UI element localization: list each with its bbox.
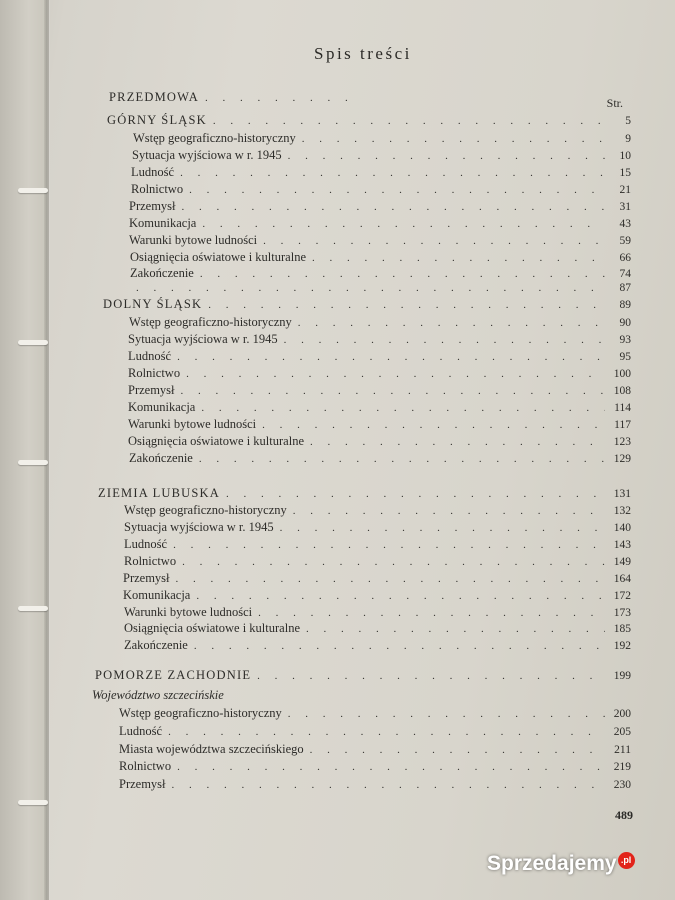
toc-entry-page: 230: [613, 779, 631, 791]
toc-entry-page: 93: [619, 334, 631, 346]
toc-entry: [109, 90, 631, 105]
toc-entry: [124, 605, 631, 620]
toc-entry-title: Zakończenie: [124, 638, 188, 652]
watermark-text: Sprzedajemy: [487, 852, 617, 875]
toc-entry-page: 219: [613, 761, 631, 773]
toc-entry-title: GÓRNY ŚLĄSK: [107, 113, 207, 127]
toc-entry: [119, 706, 631, 721]
toc-entry: [124, 621, 631, 636]
toc-entry: [132, 148, 631, 163]
toc-dot-leader: [168, 726, 605, 738]
toc-dot-leader: [280, 522, 605, 534]
toc-entry-title: Komunikacja: [128, 400, 196, 414]
toc-entry-title: Przemysł: [129, 199, 176, 213]
toc-dot-leader: [258, 607, 605, 619]
toc-entry: [123, 588, 631, 603]
toc-entry-title: Zakończenie: [129, 451, 193, 465]
toc-dot-leader: [182, 201, 605, 213]
toc-entry-title: Wstęp geograficzno-historyczny: [119, 706, 282, 720]
toc-entry: [133, 131, 631, 146]
toc-dot-leader: [310, 436, 605, 448]
toc-entry-page: 66: [619, 252, 631, 264]
toc-entry: [130, 282, 631, 294]
watermark: [487, 852, 635, 876]
toc-entry-title: Ludność: [119, 724, 163, 738]
toc-entry: [124, 520, 631, 535]
toc-entry-title: Ludność: [128, 349, 172, 363]
toc-entry-title: Przemysł: [128, 383, 175, 397]
toc-dot-leader: [213, 115, 605, 127]
toc-entry-page: 131: [613, 488, 631, 500]
toc-dot-leader: [180, 167, 605, 179]
toc-entry-page: 74: [619, 268, 631, 280]
toc-entry-page: 43: [619, 218, 631, 230]
toc-entry-page: 123: [613, 436, 631, 448]
toc-entry: [119, 777, 631, 792]
toc-entry-title: Wstęp geograficzno-historyczny: [129, 315, 292, 329]
toc-entry-title: Wstęp geograficzno-historyczny: [133, 131, 296, 145]
toc-dot-leader: [226, 488, 605, 500]
toc-dot-leader: [172, 779, 605, 791]
toc-entry-title: Komunikacja: [123, 588, 191, 602]
toc-entry-title: Warunki bytowe ludności: [124, 605, 253, 619]
toc-entry: [128, 434, 631, 449]
toc-entry-title: Osiągnięcia oświatowe i kulturalne: [124, 621, 300, 635]
toc-entry: [131, 182, 631, 197]
toc-entry-page: 89: [619, 299, 631, 311]
toc-entry: [92, 688, 631, 703]
toc-dot-leader: [173, 539, 605, 551]
page-number: 489: [615, 808, 633, 822]
toc-entry: [130, 250, 631, 265]
toc-entry-title: Wstęp geograficzno-historyczny: [124, 503, 287, 517]
toc-entry-page: 87: [619, 282, 631, 294]
toc-entry-title: PRZEDMOWA: [109, 90, 199, 104]
toc-entry-page: 10: [619, 150, 631, 162]
toc-entry: [98, 486, 631, 501]
toc-dot-leader: [288, 708, 605, 720]
toc-entry: [124, 638, 631, 653]
toc-entry-title: ZIEMIA LUBUSKA: [98, 486, 221, 500]
toc-entry: [128, 366, 631, 381]
toc-entry-page: 95: [619, 351, 631, 363]
toc-dot-leader: [312, 252, 605, 264]
toc-dot-leader: [200, 268, 605, 280]
toc-entry-page: 149: [613, 556, 631, 568]
toc-entry-title: Warunki bytowe ludności: [129, 233, 258, 247]
toc-dot-leader: [293, 505, 605, 517]
toc-entry-title: Sytuacja wyjściowa w r. 1945: [128, 332, 278, 346]
toc-dot-leader: [310, 744, 605, 756]
toc-entry: [107, 113, 631, 128]
toc-dot-leader: [302, 133, 605, 145]
toc-dot-leader: [177, 761, 605, 773]
toc-entry-page: 108: [613, 385, 631, 397]
toc-entry-title: Osiągnięcia oświatowe i kulturalne: [128, 434, 304, 448]
toc-dot-leader: [257, 670, 605, 682]
toc-entry-page: 114: [614, 402, 631, 414]
toc-dot-leader: [262, 419, 605, 431]
toc-entry-title: Komunikacja: [129, 216, 197, 230]
toc-dot-leader: [177, 351, 605, 363]
toc-entry-title: Ludność: [124, 537, 168, 551]
toc-dot-leader: [194, 640, 605, 652]
toc-dot-leader: [263, 235, 605, 247]
binding-stitch: [18, 460, 48, 465]
toc-entry: [129, 315, 631, 330]
binding-spine: [0, 0, 49, 900]
toc-dot-leader: [186, 368, 605, 380]
toc-entry-page: 90: [619, 317, 631, 329]
binding-stitch: [18, 340, 48, 345]
toc-entry-page: 143: [613, 539, 631, 551]
toc-entry-page: 9: [625, 133, 631, 145]
toc-entry: [128, 332, 631, 347]
toc-entry-title: Przemysł: [123, 571, 170, 585]
toc-entry: [95, 668, 631, 683]
toc-entry-page: 164: [613, 573, 631, 585]
toc-entry-page: 117: [614, 419, 631, 431]
toc-entry-title: Sytuacja wyjściowa w r. 1945: [132, 148, 282, 162]
toc-entry: [119, 742, 631, 757]
toc-entry: [128, 400, 631, 415]
toc-entry-title: Sytuacja wyjściowa w r. 1945: [124, 520, 274, 534]
toc-entry-page: 199: [613, 670, 631, 682]
toc-entry: [128, 417, 631, 432]
toc-entry-title: Rolnictwo: [119, 759, 172, 773]
toc-entry-title: POMORZE ZACHODNIE: [95, 668, 252, 682]
toc-entry: [130, 266, 631, 281]
toc-entry-title: Zakończenie: [130, 266, 194, 280]
binding-stitch: [18, 606, 48, 611]
toc-entry-page: 172: [613, 590, 631, 602]
toc-entry-title: Przemysł: [119, 777, 166, 791]
toc-dot-leader: [288, 150, 605, 162]
toc-entry-page: 15: [619, 167, 631, 179]
toc-entry-page: 5: [625, 115, 631, 127]
toc-entry: [119, 759, 631, 774]
toc-entry: [119, 724, 631, 739]
toc-dot-leader: [189, 184, 605, 196]
toc-dot-leader: [199, 453, 605, 465]
toc-entry-page: 192: [613, 640, 631, 652]
toc-entry: [123, 571, 631, 586]
toc-entry: [128, 349, 631, 364]
toc-entry: [129, 233, 631, 248]
toc-entry-title: Rolnictwo: [131, 182, 184, 196]
toc-entry-page: 200: [613, 708, 631, 720]
toc-entry-title: DOLNY ŚLĄSK: [103, 297, 203, 311]
page-column-label: Str.: [606, 96, 623, 110]
toc-entry: [103, 297, 631, 312]
toc-entry-page: 185: [613, 623, 631, 635]
binding-stitch: [18, 188, 48, 193]
toc-entry: [124, 537, 631, 552]
toc-entry-page: 129: [613, 453, 631, 465]
toc-dot-leader: [181, 385, 605, 397]
toc-entry-page: 59: [619, 235, 631, 247]
toc-entry: [129, 451, 631, 466]
toc-entry: [129, 216, 631, 231]
toc-dot-leader: [298, 317, 605, 329]
toc-dot-leader: [182, 556, 605, 568]
toc-dot-leader: [205, 92, 355, 104]
toc-entry: [124, 503, 631, 518]
toc-dot-leader: [202, 218, 605, 230]
toc-entry-title: Rolnictwo: [124, 554, 177, 568]
toc-entry-title: Rolnictwo: [128, 366, 181, 380]
toc-entry-page: 205: [613, 726, 631, 738]
page-fold: [44, 0, 50, 900]
toc-dot-leader: [284, 334, 605, 346]
toc-dot-leader: [208, 299, 605, 311]
binding-stitch: [18, 800, 48, 805]
watermark-badge: .pl: [618, 852, 635, 869]
toc-entry: [129, 199, 631, 214]
toc-entry-title: Osiągnięcia oświatowe i kulturalne: [130, 250, 306, 264]
toc-entry: [128, 383, 631, 398]
toc-entry-page: 21: [619, 184, 631, 196]
toc-dot-leader: [201, 402, 605, 414]
toc-dot-leader: [176, 573, 605, 585]
toc-entry: [124, 554, 631, 569]
page-title: Spis treści: [314, 44, 412, 63]
toc-entry-title: Ludność: [131, 165, 175, 179]
toc-entry-page: 100: [613, 368, 631, 380]
toc-dot-leader: [196, 590, 605, 602]
toc-entry-page: 31: [619, 201, 631, 213]
toc-dot-leader: [306, 623, 605, 635]
toc-entry-title: Województwo szczecińskie: [92, 688, 224, 702]
toc-entry-page: 132: [613, 505, 631, 517]
toc-entry-title: Miasta województwa szczecińskiego: [119, 742, 304, 756]
toc-entry-page: 140: [613, 522, 631, 534]
toc-entry: [131, 165, 631, 180]
toc-entry-page: 211: [614, 744, 631, 756]
toc-entry-title: Warunki bytowe ludności: [128, 417, 257, 431]
toc-entry-page: 173: [613, 607, 631, 619]
toc-dot-leader: [136, 282, 605, 294]
